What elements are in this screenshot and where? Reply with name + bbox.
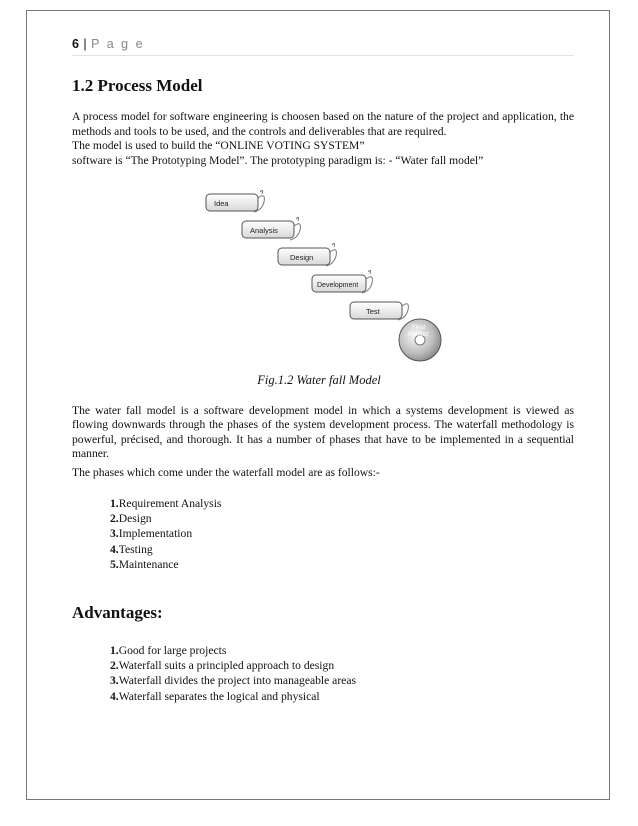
page-header xyxy=(72,37,145,51)
list-item: 4.Testing xyxy=(110,542,153,556)
list-item: 1.Requirement Analysis xyxy=(110,497,222,510)
step-analysis-label: Analysis xyxy=(250,226,278,235)
water-splashes xyxy=(254,190,408,320)
phases-list xyxy=(110,496,221,572)
final-label-line2: Product xyxy=(408,332,429,338)
page-word: P a g e xyxy=(91,37,145,51)
intro-paragraph xyxy=(72,110,574,168)
section-title: 1.2 Process Model xyxy=(72,76,203,95)
step-idea-label: Idea xyxy=(214,199,229,208)
page-number: 6 xyxy=(72,37,80,51)
waterfall-diagram xyxy=(200,186,460,364)
figure-caption: Fig.1.2 Water fall Model xyxy=(257,373,381,387)
description-paragraph: The water fall model is a software development model in which a systems development is viewed as flowing downwards through the phases of the system development process. The waterfall methodology is powerful, précised, and thorough. It has a number of phases that have to be implemented in a sequential manner. xyxy=(72,404,574,461)
final-product-disc xyxy=(399,319,441,361)
list-item: 5.Maintenance xyxy=(110,557,179,571)
intro-line-1: A process model for software engineering is choosen based on the nature of the project and application, the methods and tools to be used, and the controls and deliverables that are required. xyxy=(72,110,574,138)
final-label-line1: Final xyxy=(412,325,426,331)
phases-intro: The phases which come under the waterfall model are as follows:- xyxy=(72,466,380,479)
step-test xyxy=(350,302,402,319)
intro-line-3: software is “The Prototyping Model”. The prototyping paradigm is: - “Water fall model” xyxy=(72,153,484,167)
step-idea xyxy=(206,194,258,211)
list-item: 2.Waterfall suits a principled approach to design xyxy=(110,659,335,673)
list-item: 3.Implementation xyxy=(110,527,193,541)
list-item: 2.Design xyxy=(110,512,152,526)
list-item: 4.Waterfall separates the logical and physical xyxy=(110,689,320,703)
header-rule xyxy=(72,55,574,56)
list-item: 1.Good for large projects xyxy=(110,644,227,657)
intro-line-2: The model is used to build the “ONLINE VOTING SYSTEM” xyxy=(72,139,365,153)
step-design xyxy=(278,248,330,265)
step-test-label: Test xyxy=(366,307,380,316)
step-development xyxy=(312,275,366,292)
list-item: 3.Waterfall divides the project into manageable areas xyxy=(110,674,356,688)
advantages-list xyxy=(110,643,356,704)
step-analysis xyxy=(242,221,294,238)
advantages-title: Advantages: xyxy=(72,603,163,622)
step-development-label: Development xyxy=(317,282,359,289)
step-design-label: Design xyxy=(290,253,314,262)
header-separator: | xyxy=(79,37,92,51)
